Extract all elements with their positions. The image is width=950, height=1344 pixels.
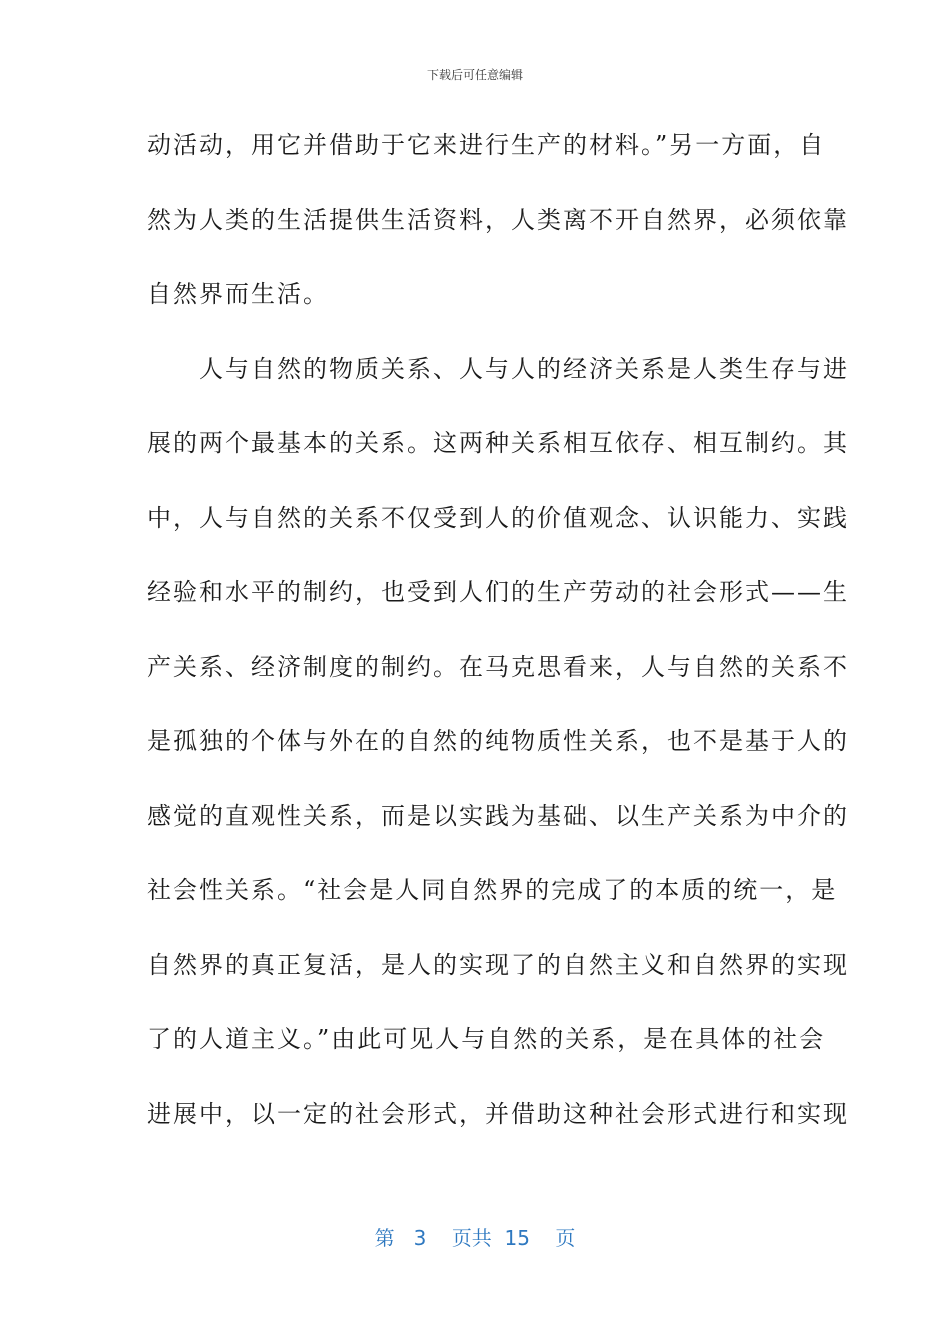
page-footer	[0, 1224, 950, 1252]
text-line: 了的人道主义。”由此可见人与自然的关系，是在具体的社会	[147, 1025, 826, 1053]
text-line: 自然界的真正复活，是人的实现了的自然主义和自然界的实现	[147, 950, 849, 979]
text-line: 社会性关系。“社会是人同自然界的完成了的本质的统一，是	[147, 876, 838, 904]
text-line: 然为人类的生活提供生活资料，人类离不开自然界，必须依靠	[147, 205, 849, 234]
text-line: 人与自然的物质关系、人与人的经济关系是人类生存与进	[147, 354, 849, 383]
text-line: 展的两个最基本的关系。这两种关系相互依存、相互制约。其	[147, 429, 849, 457]
text-line: 经验和水平的制约，也受到人们的生产劳动的社会形式——生	[147, 578, 849, 606]
text-line: 产关系、经济制度的制约。在马克思看来，人与自然的关系不	[147, 652, 849, 681]
page-prefix: 第	[374, 1226, 395, 1250]
page-current-number: 3	[413, 1226, 427, 1250]
header-note: 下载后可任意编辑	[426, 68, 523, 82]
text-line: 动活动，用它并借助于它来进行生产的材料。”另一方面，自	[147, 131, 826, 159]
page-middle: 页共	[451, 1226, 492, 1250]
page-total-number: 15	[504, 1226, 530, 1250]
page-suffix: 页	[555, 1226, 576, 1250]
text-line: 是孤独的个体与外在的自然的纯物质性关系，也不是基于人的	[147, 727, 849, 755]
text-line: 感觉的直观性关系，而是以实践为基础、以生产关系为中介的	[147, 801, 849, 830]
text-line: 自然界而生活。	[147, 280, 329, 308]
text-line: 进展中，以一定的社会形式，并借助这种社会形式进行和实现	[147, 1099, 849, 1128]
text-line: 中，人与自然的关系不仅受到人的价值观念、认识能力、实践	[147, 503, 849, 532]
document-body	[147, 120, 849, 1163]
